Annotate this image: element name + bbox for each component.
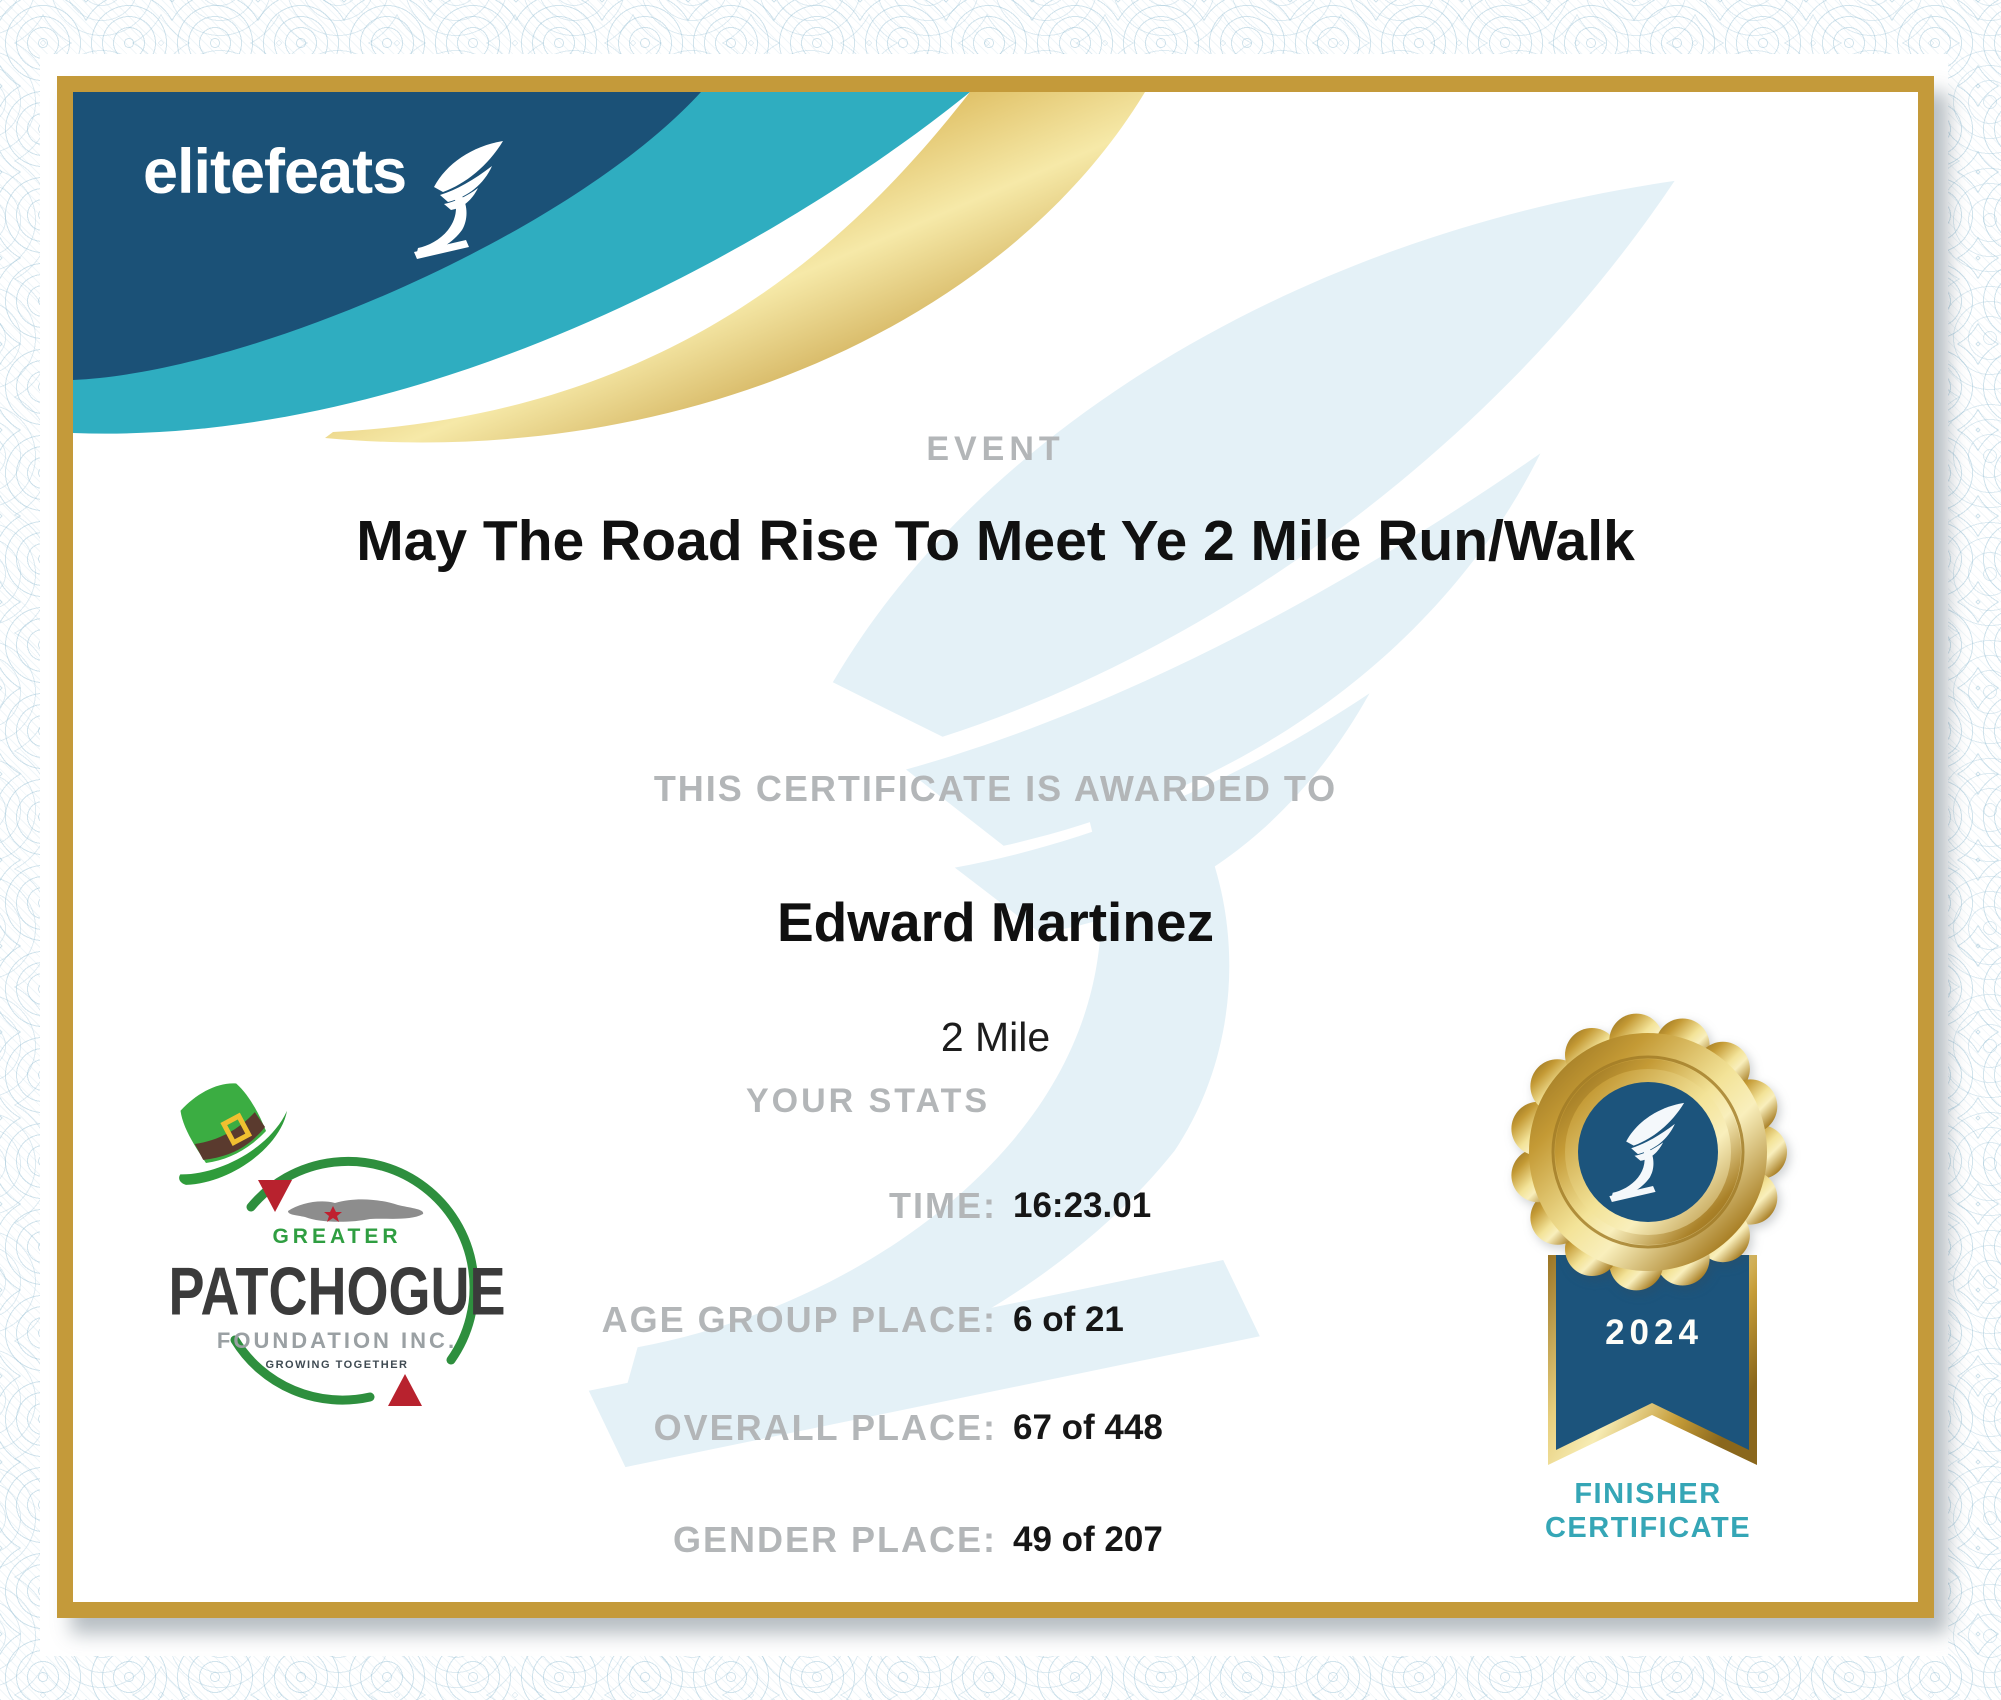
sponsor-logo <box>130 1065 544 1505</box>
stat-value: 6 of 21 <box>1013 1300 1124 1339</box>
awarded-to-label: THIS CERTIFICATE IS AWARDED TO <box>653 768 1338 809</box>
stat-label: TIME: <box>889 1185 997 1226</box>
brand-wordmark: elitefeats <box>143 137 407 207</box>
stat-label: GENDER PLACE: <box>672 1519 997 1560</box>
finisher-certificate-label <box>1448 1477 1848 1545</box>
sponsor-name: PATCHOGUE <box>168 1254 506 1330</box>
stat-value: 49 of 207 <box>1013 1520 1163 1559</box>
stat-value: 67 of 448 <box>1013 1408 1163 1447</box>
certificate-line: CERTIFICATE <box>1544 1512 1752 1544</box>
sponsor-subtitle: FOUNDATION INC. <box>216 1328 458 1353</box>
badge-year: 2024 <box>1605 1313 1703 1352</box>
sponsor-tagline: GROWING TOGETHER <box>265 1359 409 1371</box>
long-island-icon <box>288 1199 423 1221</box>
stat-label: OVERALL PLACE: <box>653 1407 997 1448</box>
recipient-name: Edward Martinez <box>776 891 1215 953</box>
certificate-body <box>73 92 1918 1602</box>
brand-logo <box>143 138 510 266</box>
finisher-line: FINISHER <box>1574 1478 1722 1510</box>
stats-heading: YOUR STATS <box>745 1082 991 1120</box>
medal-rosette <box>1493 997 1803 1307</box>
stat-label: AGE GROUP PLACE: <box>601 1299 997 1340</box>
stat-value: 16:23.01 <box>1013 1186 1152 1225</box>
triangle-up-icon <box>388 1374 422 1406</box>
event-title: May The Road Rise To Meet Ye 2 Mile Run/Walk <box>356 509 1635 573</box>
event-label: EVENT <box>926 430 1065 468</box>
sponsor-top-label: GREATER <box>272 1225 402 1248</box>
leprechaun-hat-icon <box>148 1065 300 1196</box>
winged-foot-icon <box>410 134 510 266</box>
race-distance: 2 Mile <box>940 1014 1051 1060</box>
